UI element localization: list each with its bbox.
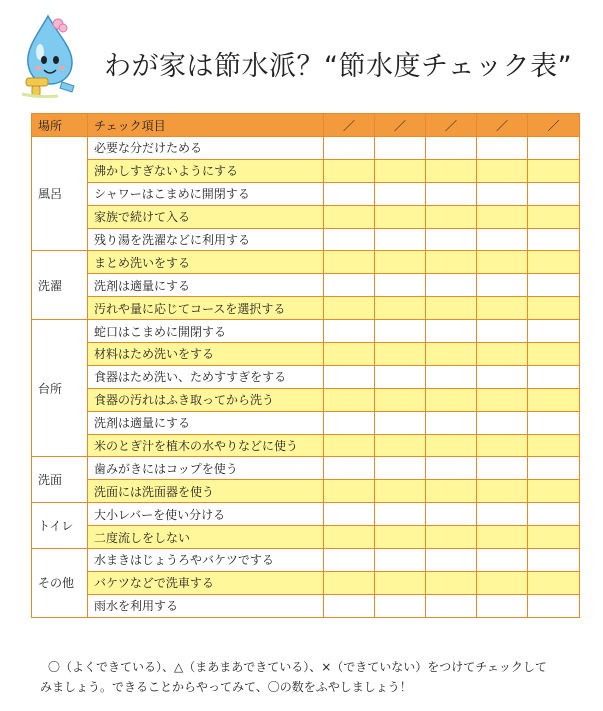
check-cell[interactable] [528, 388, 580, 411]
check-item: 沸かしすぎないようにする [88, 159, 324, 182]
check-cell[interactable] [426, 137, 477, 160]
check-cell[interactable] [324, 251, 375, 274]
check-cell[interactable] [375, 365, 426, 388]
check-cell[interactable] [375, 274, 426, 297]
check-cell[interactable] [528, 594, 580, 617]
check-cell[interactable] [477, 228, 528, 251]
check-cell[interactable] [324, 159, 375, 182]
check-cell[interactable] [528, 503, 580, 526]
check-cell[interactable] [528, 274, 580, 297]
check-cell[interactable] [528, 365, 580, 388]
check-item: 水まきはじょうろやバケツでする [88, 549, 324, 572]
header-date-3: ／ [426, 114, 477, 137]
header-date-4: ／ [477, 114, 528, 137]
check-cell[interactable] [477, 182, 528, 205]
check-cell[interactable] [324, 411, 375, 434]
check-cell[interactable] [477, 457, 528, 480]
check-cell[interactable] [375, 205, 426, 228]
table-row [32, 388, 580, 411]
check-cell[interactable] [477, 137, 528, 160]
page-title: わが家は節水派？“節水度チェック表” [104, 51, 573, 82]
check-cell[interactable] [528, 434, 580, 457]
check-item: 蛇口はこまめに開閉する [88, 320, 324, 343]
check-cell[interactable] [426, 594, 477, 617]
check-cell[interactable] [528, 457, 580, 480]
check-cell[interactable] [426, 571, 477, 594]
check-cell[interactable] [426, 457, 477, 480]
header-item: チェック項目 [88, 114, 324, 137]
check-item: 汚れや量に応じてコースを選択する [88, 297, 324, 320]
place-cell: 台所 [32, 320, 88, 457]
table-row [32, 526, 580, 549]
water-drop-mascot-icon [18, 12, 82, 100]
check-cell[interactable] [324, 205, 375, 228]
table-row [32, 571, 580, 594]
check-cell[interactable] [477, 571, 528, 594]
check-item: 材料はため洗いをする [88, 343, 324, 366]
check-cell[interactable] [375, 526, 426, 549]
check-cell[interactable] [375, 228, 426, 251]
check-cell[interactable] [426, 274, 477, 297]
check-item: バケツなどで洗車する [88, 571, 324, 594]
check-item: 雨水を利用する [88, 594, 324, 617]
check-cell[interactable] [426, 343, 477, 366]
check-cell[interactable] [477, 251, 528, 274]
check-cell[interactable] [426, 251, 477, 274]
header-date-2: ／ [375, 114, 426, 137]
check-cell[interactable] [426, 228, 477, 251]
check-item: 二度流しをしない [88, 526, 324, 549]
header-date-1: ／ [324, 114, 375, 137]
check-cell[interactable] [426, 526, 477, 549]
table-row [32, 274, 580, 297]
check-cell[interactable] [426, 159, 477, 182]
check-cell[interactable] [477, 159, 528, 182]
check-cell[interactable] [477, 434, 528, 457]
table-row [32, 205, 580, 228]
check-cell[interactable] [426, 320, 477, 343]
check-item: まとめ洗いをする [88, 251, 324, 274]
check-cell[interactable] [375, 571, 426, 594]
check-cell[interactable] [477, 343, 528, 366]
table-row [32, 297, 580, 320]
check-item: 食器の汚れはふき取ってから洗う [88, 388, 324, 411]
check-cell[interactable] [528, 411, 580, 434]
check-cell[interactable] [375, 457, 426, 480]
check-cell[interactable] [477, 205, 528, 228]
check-cell[interactable] [324, 480, 375, 503]
instructions-line-1: 〇（よくできている）、△（まあまあできている）、×（できていない）をつけてチェックして [48, 660, 547, 674]
check-cell[interactable] [375, 549, 426, 572]
check-cell[interactable] [426, 365, 477, 388]
check-cell[interactable] [477, 526, 528, 549]
check-cell[interactable] [426, 388, 477, 411]
check-cell[interactable] [528, 549, 580, 572]
check-cell[interactable] [375, 434, 426, 457]
check-cell[interactable] [375, 503, 426, 526]
check-item: 歯みがきにはコップを使う [88, 457, 324, 480]
table-row [32, 228, 580, 251]
check-cell[interactable] [324, 343, 375, 366]
check-cell[interactable] [324, 182, 375, 205]
check-cell[interactable] [528, 137, 580, 160]
check-item: 洗剤は適量にする [88, 274, 324, 297]
check-cell[interactable] [528, 343, 580, 366]
check-item: 残り湯を洗濯などに利用する [88, 228, 324, 251]
check-cell[interactable] [324, 594, 375, 617]
check-cell[interactable] [324, 549, 375, 572]
table-row [32, 159, 580, 182]
check-cell[interactable] [477, 388, 528, 411]
table-row [32, 434, 580, 457]
check-cell[interactable] [324, 137, 375, 160]
check-cell[interactable] [375, 411, 426, 434]
check-cell[interactable] [324, 526, 375, 549]
check-cell[interactable] [426, 480, 477, 503]
check-cell[interactable] [324, 228, 375, 251]
check-cell[interactable] [375, 343, 426, 366]
check-cell[interactable] [324, 297, 375, 320]
check-cell[interactable] [324, 274, 375, 297]
check-cell[interactable] [324, 457, 375, 480]
table-row [32, 251, 580, 274]
check-item: 洗面には洗面器を使う [88, 480, 324, 503]
table-row [32, 594, 580, 617]
check-cell[interactable] [528, 320, 580, 343]
check-cell[interactable] [375, 388, 426, 411]
check-cell[interactable] [426, 549, 477, 572]
check-cell[interactable] [375, 159, 426, 182]
table-row [32, 137, 580, 160]
check-cell[interactable] [528, 205, 580, 228]
check-cell[interactable] [477, 480, 528, 503]
check-cell[interactable] [477, 365, 528, 388]
check-cell[interactable] [477, 274, 528, 297]
check-cell[interactable] [528, 182, 580, 205]
check-cell[interactable] [477, 549, 528, 572]
table-row [32, 457, 580, 480]
place-cell: その他 [32, 549, 88, 618]
check-item: 洗剤は適量にする [88, 411, 324, 434]
header-date-5: ／ [528, 114, 580, 137]
table-body [32, 137, 580, 618]
check-cell[interactable] [528, 480, 580, 503]
table-row [32, 320, 580, 343]
check-cell[interactable] [375, 251, 426, 274]
table-row [32, 549, 580, 572]
check-cell[interactable] [324, 320, 375, 343]
check-cell[interactable] [477, 320, 528, 343]
check-cell[interactable] [375, 182, 426, 205]
check-item: 家族で続けて入る [88, 205, 324, 228]
place-cell: 洗面 [32, 457, 88, 503]
check-cell[interactable] [324, 388, 375, 411]
check-item: 食器はため洗い、ためすすぎをする [88, 365, 324, 388]
table-row [32, 365, 580, 388]
check-cell[interactable] [426, 503, 477, 526]
check-cell[interactable] [477, 297, 528, 320]
check-cell[interactable] [375, 137, 426, 160]
check-cell[interactable] [324, 365, 375, 388]
header-place: 場所 [32, 114, 88, 137]
table-row [32, 411, 580, 434]
check-cell[interactable] [528, 228, 580, 251]
check-cell[interactable] [477, 594, 528, 617]
check-cell[interactable] [324, 571, 375, 594]
table-row [32, 480, 580, 503]
table-row [32, 343, 580, 366]
place-cell: トイレ [32, 503, 88, 549]
check-cell[interactable] [477, 411, 528, 434]
check-cell[interactable] [426, 205, 477, 228]
table-row [32, 182, 580, 205]
check-item: 米のとぎ汁を植木の水やりなどに使う [88, 434, 324, 457]
check-cell[interactable] [528, 297, 580, 320]
check-item: 必要な分だけためる [88, 137, 324, 160]
check-cell[interactable] [324, 503, 375, 526]
check-cell[interactable] [426, 182, 477, 205]
check-item: 大小レバーを使い分ける [88, 503, 324, 526]
check-cell[interactable] [375, 320, 426, 343]
place-cell: 風呂 [32, 137, 88, 251]
check-cell[interactable] [375, 480, 426, 503]
check-cell[interactable] [528, 571, 580, 594]
table-row [32, 503, 580, 526]
instructions [40, 657, 580, 697]
check-cell[interactable] [426, 434, 477, 457]
place-cell: 洗濯 [32, 251, 88, 320]
check-cell[interactable] [528, 251, 580, 274]
check-cell[interactable] [324, 434, 375, 457]
check-cell[interactable] [528, 159, 580, 182]
check-cell[interactable] [375, 594, 426, 617]
check-item: シャワーはこまめに開閉する [88, 182, 324, 205]
check-cell[interactable] [375, 297, 426, 320]
check-cell[interactable] [528, 526, 580, 549]
table-header-row [32, 114, 580, 137]
check-cell[interactable] [477, 503, 528, 526]
instructions-line-2: みましょう。できることからやってみて、〇の数をふやしましょう！ [40, 680, 412, 694]
check-table [31, 113, 580, 618]
check-cell[interactable] [426, 297, 477, 320]
check-cell[interactable] [426, 411, 477, 434]
